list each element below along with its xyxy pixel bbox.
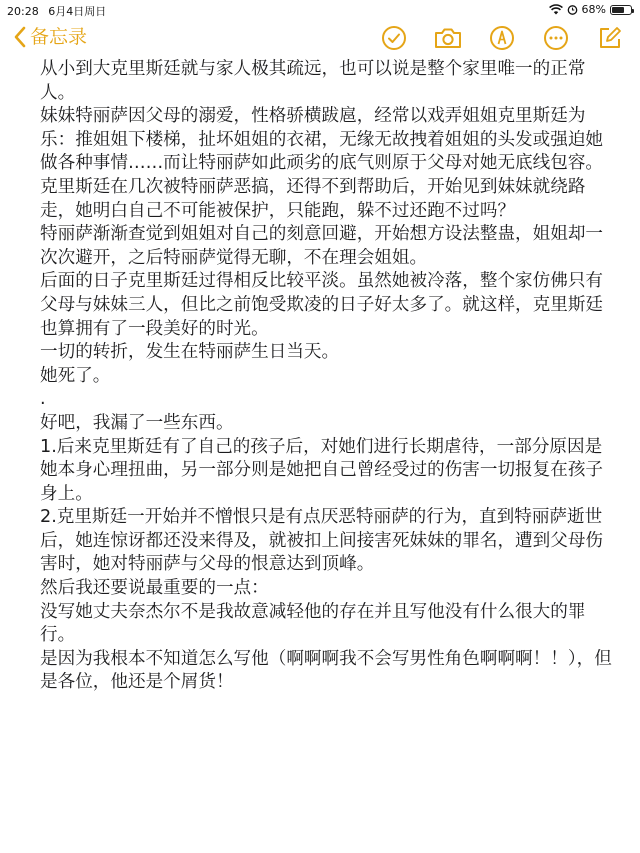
status-left <box>7 3 112 19</box>
note-line: 1.后来克里斯廷有了自己的孩子后，对她们进行长期虐待，一部分原因是她本身心理扭曲，另一部分则是她把自己曾经受过的伤害一切报复在孩子身上。 <box>40 436 604 504</box>
note-line: 没写她丈夫奈杰尔不是我故意减轻他的存在并且写他没有什么很大的罪行。 <box>40 601 586 646</box>
battery-icon <box>610 5 632 15</box>
note-line: 然后我还要说最重要的一点： <box>40 578 269 599</box>
status-right <box>549 3 632 16</box>
note-line: 从小到大克里斯廷就与家人极其疏远，也可以说是整个家里唯一的正常人。 <box>40 59 586 103</box>
note-line: 好吧，我漏了一些东西。 <box>40 412 234 433</box>
more-button[interactable] <box>540 22 572 54</box>
status-time: 20:28 <box>7 5 39 18</box>
note-line: 妹妹特丽萨因父母的溺爱，性格骄横跋扈，经常以戏弄姐姐克里斯廷为乐：推姐姐下楼梯，扯坏姐姐的衣裙，无缘无故拽着姐姐的头发或强迫她做各种事情……而让特丽萨如此顽劣的底气则原于父母对她无底线包容。 <box>40 106 604 174</box>
note-body[interactable] <box>40 58 612 695</box>
alarm-icon <box>567 4 578 15</box>
camera-icon <box>433 25 463 51</box>
checklist-icon <box>381 25 407 51</box>
note-line: 她死了。 <box>40 365 111 386</box>
note-line: 一切的转折，发生在特丽萨生日当天。 <box>40 342 340 363</box>
battery-fill <box>612 7 624 13</box>
note-line: 克里斯廷在几次被特丽萨恶搞，还得不到帮助后，开始见到妹妹就绕路走，她明白自己不可能被保护，只能跑，躲不过还跑不过吗？ <box>40 176 586 221</box>
camera-button[interactable] <box>432 22 464 54</box>
note-line: 特丽萨渐渐查觉到姐姐对自己的刻意回避，开始想方设法整蛊，姐姐却一次次避开，之后特丽萨觉得无聊，不在理会姐姐。 <box>40 224 604 268</box>
compose-icon <box>597 25 623 51</box>
more-icon <box>543 25 569 51</box>
compose-button[interactable] <box>594 22 626 54</box>
back-label: 备忘录 <box>30 26 88 48</box>
chevron-left-icon <box>14 26 26 48</box>
note-line: 2.克里斯廷一开始并不憎恨只是有点厌恶特丽萨的行为，直到特丽萨逝世后，她连惊讶都还没来得及，就被扣上间接害死妹妹的罪名，遭到父母伤害时，她对特丽萨与父母的恨意达到顶峰。 <box>40 507 604 575</box>
wifi-icon <box>549 4 563 15</box>
note-toolbar <box>0 18 640 58</box>
checklist-button[interactable] <box>378 22 410 54</box>
note-line: 是因为我根本不知道怎么写他（啊啊啊我不会写男性角色啊啊啊！！），但是各位，他还是个屑货！ <box>40 648 612 693</box>
battery-percent: 68% <box>581 3 606 16</box>
back-button[interactable] <box>14 24 87 50</box>
status-date: 6月4日周日 <box>48 5 107 18</box>
toolbar-actions <box>378 22 626 54</box>
status-bar <box>0 0 640 18</box>
note-line: 后面的日子克里斯廷过得相反比较平淡。虽然她被冷落，整个家仿佛只有父母与妹妹三人，但比之前饱受欺凌的日子好太多了。就这样，克里斯廷也算拥有了一段美好的时光。 <box>40 271 604 339</box>
markup-pen-icon <box>489 25 515 51</box>
markup-button[interactable] <box>486 22 518 54</box>
note-line: . <box>40 389 46 410</box>
